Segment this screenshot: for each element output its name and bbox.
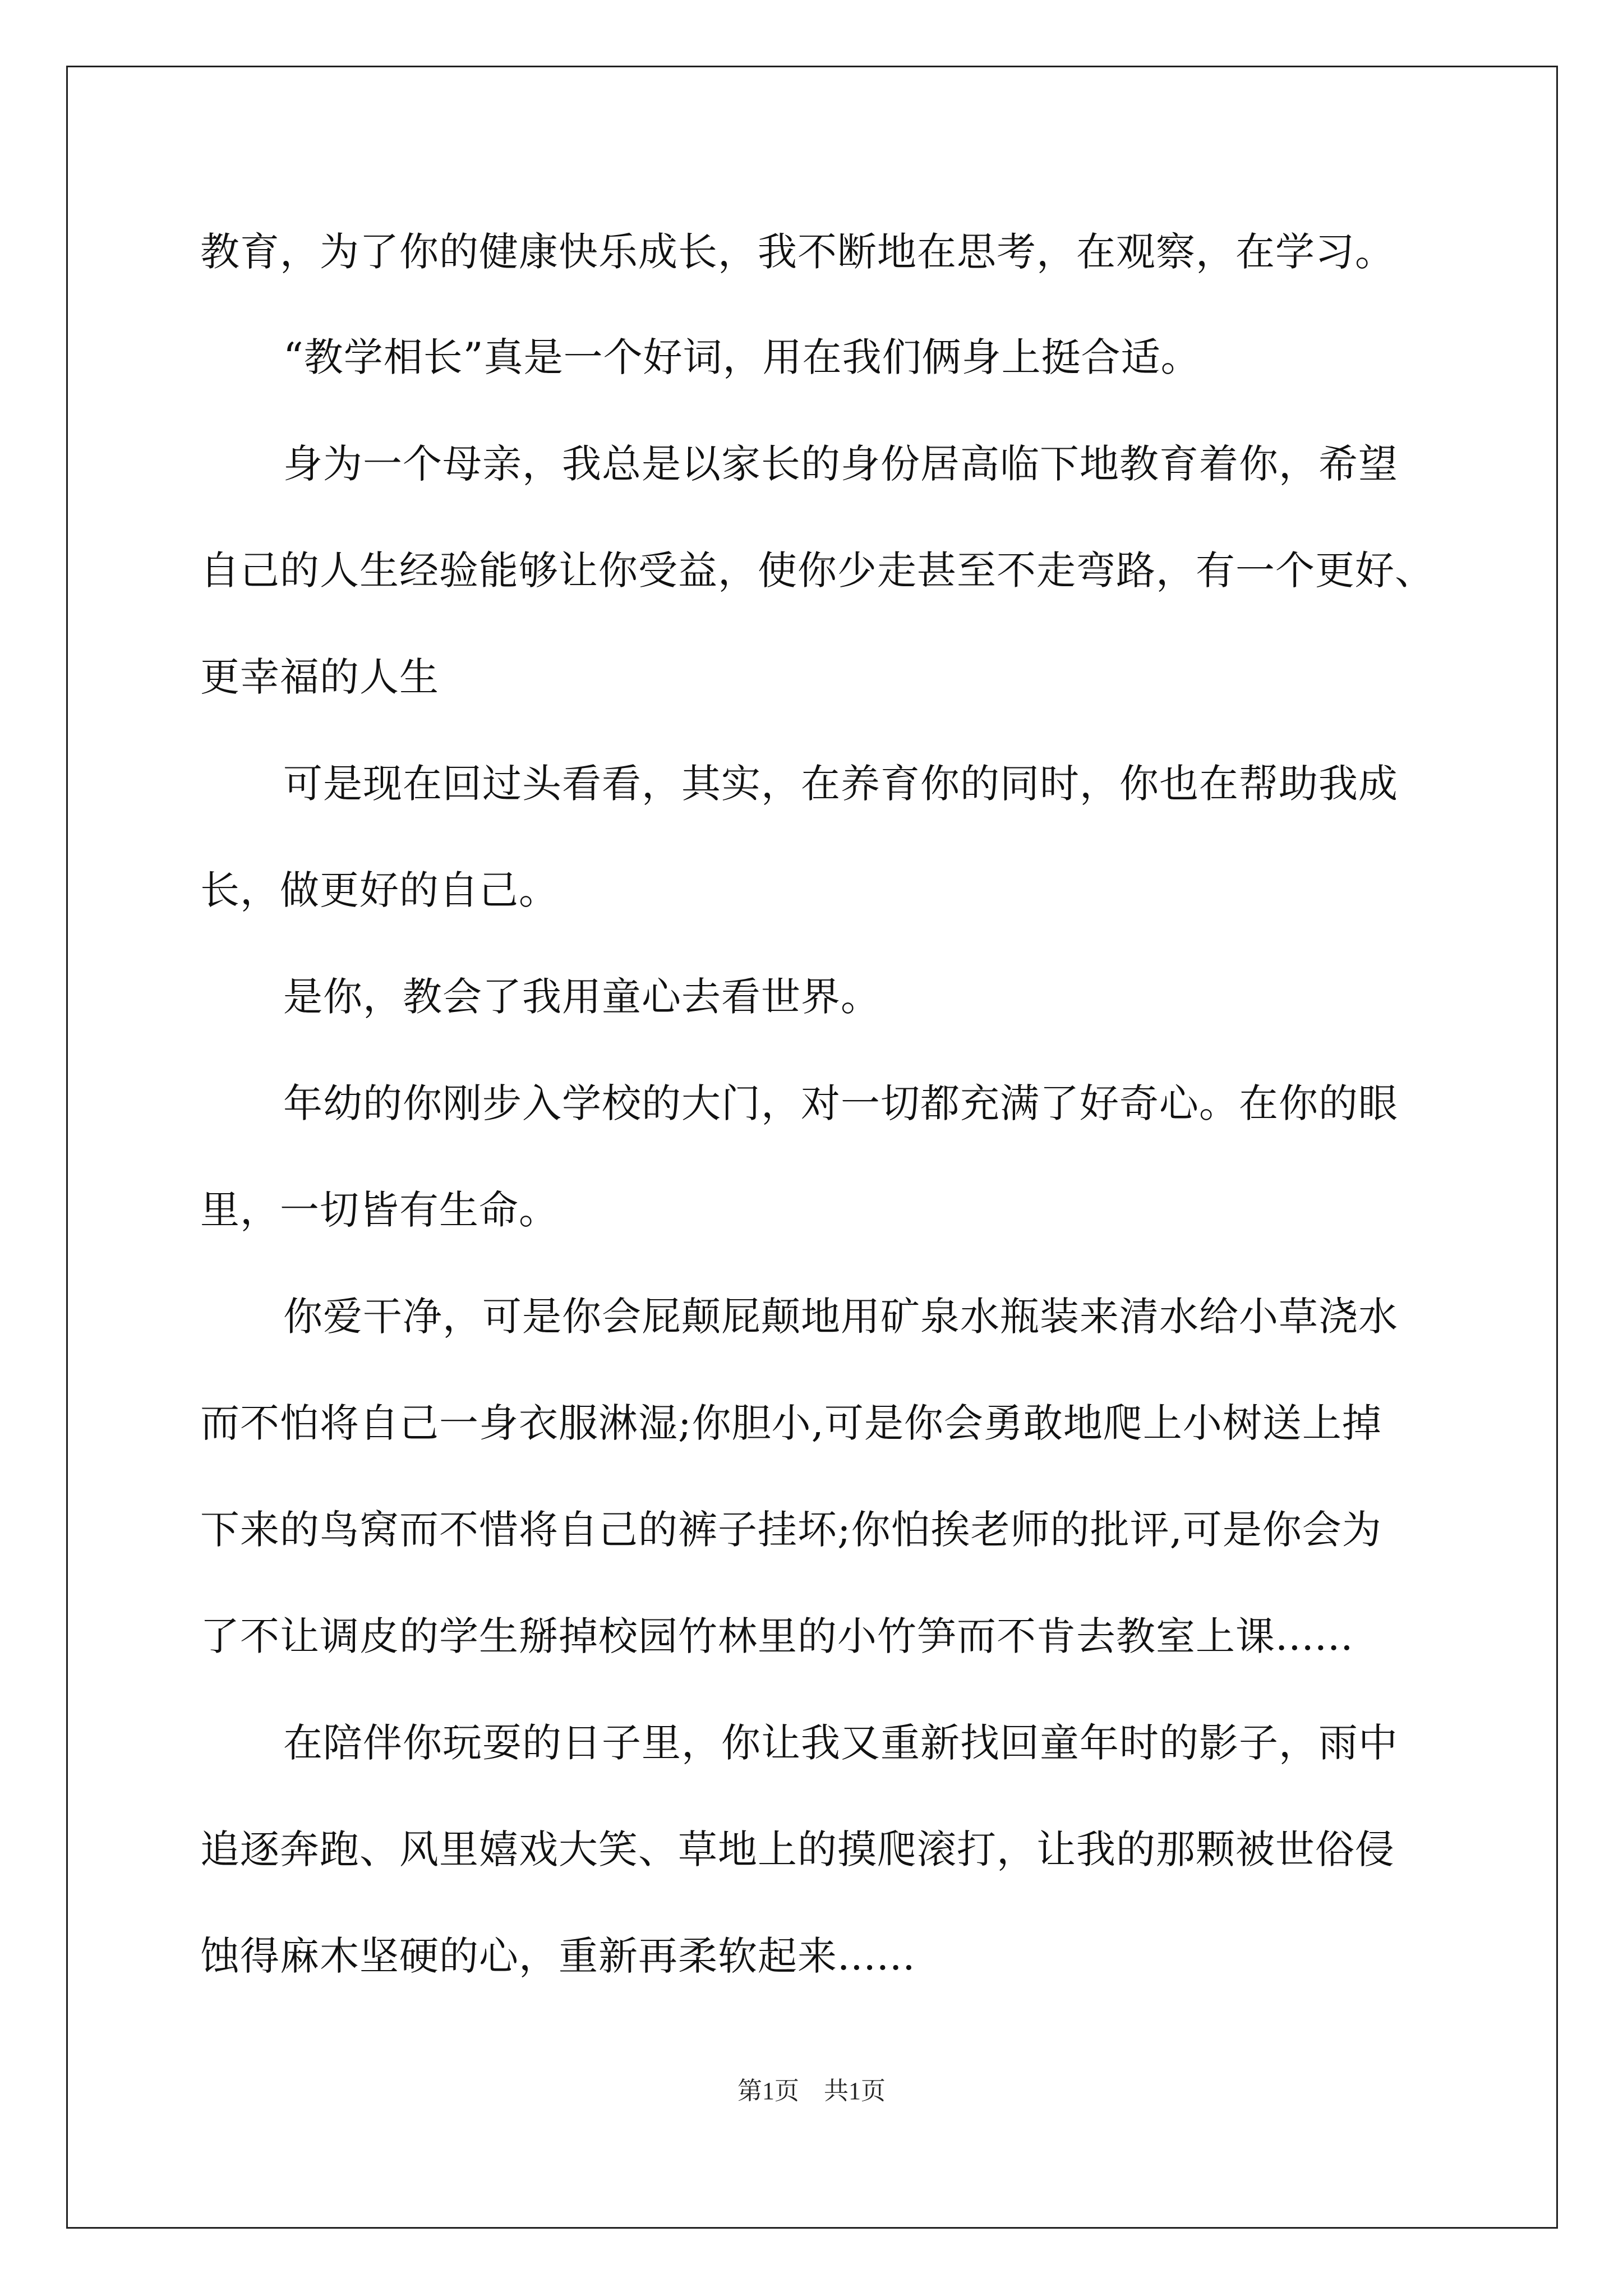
page-number-footer: 第1页 共1页	[737, 2077, 886, 2105]
text-line: 追逐奔跑、风里嬉戏大笑、草地上的摸爬滚打，让我的那颗被世俗侵	[200, 1826, 1395, 1872]
text-line: 蚀得麻木坚硬的心，重新再柔软起来......	[200, 1933, 916, 1979]
text-line: 更幸福的人生	[200, 654, 439, 700]
text-line: 下来的鸟窝而不惜将自己的裤子挂坏;你怕挨老师的批评,可是你会为	[200, 1507, 1382, 1553]
text-line: 年幼的你刚步入学校的大门，对一切都充满了好奇心。在你的眼	[283, 1080, 1398, 1126]
text-line: 身为一个母亲，我总是以家长的身份居高临下地教育着你，希望	[283, 441, 1398, 487]
text-line: 里，一切皆有生命。	[200, 1187, 559, 1233]
text-line: 长，做更好的自己。	[200, 867, 559, 913]
text-line: 在陪伴你玩耍的日子里，你让我又重新找回童年时的影子，雨中	[283, 1720, 1398, 1766]
text-line: 你爱干净，可是你会屁颠屁颠地用矿泉水瓶装来清水给小草浇水	[283, 1294, 1398, 1340]
text-line: 可是现在回过头看看，其实，在养育你的同时，你也在帮助我成	[283, 761, 1398, 807]
text-line: “教学相长”真是一个好词，用在我们俩身上挺合适。	[283, 334, 1201, 380]
text-line: 自己的人生经验能够让你受益，使你少走甚至不走弯路，有一个更好、	[200, 547, 1435, 593]
text-line: 了不让调皮的学生掰掉校园竹林里的小竹笋而不肯去教室上课......	[200, 1613, 1354, 1659]
text-line: 教育，为了你的健康快乐成长，我不断地在思考，在观察，在学习。	[200, 229, 1395, 275]
page-border	[66, 66, 1558, 2229]
text-line: 是你，教会了我用童心去看世界。	[283, 974, 880, 1020]
text-line: 而不怕将自己一身衣服淋湿;你胆小,可是你会勇敢地爬上小树送上掉	[200, 1400, 1382, 1446]
